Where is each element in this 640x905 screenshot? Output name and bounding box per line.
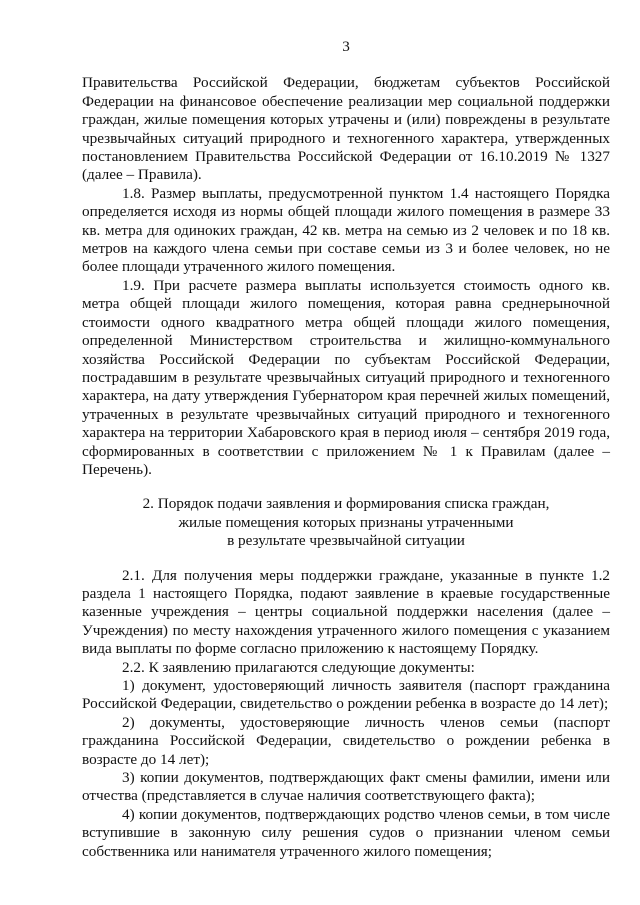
paragraph-1-8: 1.8. Размер выплаты, предусмотренной пунктом 1.4 настоящего Порядка определяется исходя из нормы общей площади жилого помещения в размере 33 кв. метра для одиноких граждан, 42 кв. метра на семью из 2 человек и по 18 кв. метров на каждого члена семьи при составе семьи из 3 и более человек, но не более площади утраченного жилого помещения.	[82, 184, 610, 276]
paragraph-1-9: 1.9. При расчете размера выплаты используется стоимость одного кв. метра общей площади жилого помещения, которая равна среднерыночной стоимости одного квадратного метра общей площади жилого помещения, определенной Министерством строительства и жилищно-коммунального хозяйства Российской Федерации по субъектам Российской Федерации, пострадавшим в результате чрезвычайных ситуаций природного и техногенного характера, на дату утверждения Губернатором края перечней жилых помещений, утраченных в результате чрезвычайных ситуаций природного и техногенного характера на территории Хабаровского края в период июля – сентября 2019 года, сформированных в соответствии с приложением № 1 к Правилам (далее – Перечень).	[82, 276, 610, 478]
paragraph-2-2: 2.2. К заявлению прилагаются следующие документы:	[122, 658, 475, 676]
paragraph-continuation: Правительства Российской Федерации, бюджетам субъектов Российской Федерации на финансовое обеспечение реализации мер социальной поддержки граждан, жилые помещения которых утрачены и (или) повреждены в результате чрезвычайных ситуаций природного и техногенного характера, утвержденных постановлением Правительства Российской Федерации от 16.10.2019 № 1327 (далее – Правила).	[82, 74, 610, 184]
list-item-2: 2) документы, удостоверяющие личность членов семьи (паспорт гражданина Российской Федерации, свидетельство о рождении ребенка в возрасте до 14 лет);	[82, 713, 610, 768]
list-item-4: 4) копии документов, подтверждающих родство членов семьи, в том числе вступившие в законную силу решения судов о признании членом семьи собственника или нанимателя утраченного жилого помещения;	[82, 805, 610, 860]
section-heading-line-3: в результате чрезвычайной ситуации	[227, 532, 465, 550]
section-heading-line-1: 2. Порядок подачи заявления и формирования списка граждан,	[142, 495, 550, 513]
section-heading	[82, 495, 610, 550]
section-heading-line-2: жилые помещения которых признаны утраченными	[178, 513, 514, 531]
paragraph-2-1: 2.1. Для получения меры поддержки граждане, указанные в пункте 1.2 раздела 1 настоящего Порядка, подают заявление в краевые государственные казенные учреждения – центры социальной поддержки населения (далее – Учреждения) по месту нахождения утраченного жилого помещения с указанием вида выплаты по форме согласно приложению к настоящему Порядку.	[82, 566, 610, 658]
list-item-3: 3) копии документов, подтверждающих факт смены фамилии, имени или отчества (представляется в случае наличия соответствующего факта);	[82, 769, 610, 805]
page-number: 3	[342, 38, 350, 55]
list-item-1: 1) документ, удостоверяющий личность заявителя (паспорт гражданина Российской Федерации, свидетельство о рождении ребенка в возрасте до 14 лет);	[82, 677, 610, 713]
